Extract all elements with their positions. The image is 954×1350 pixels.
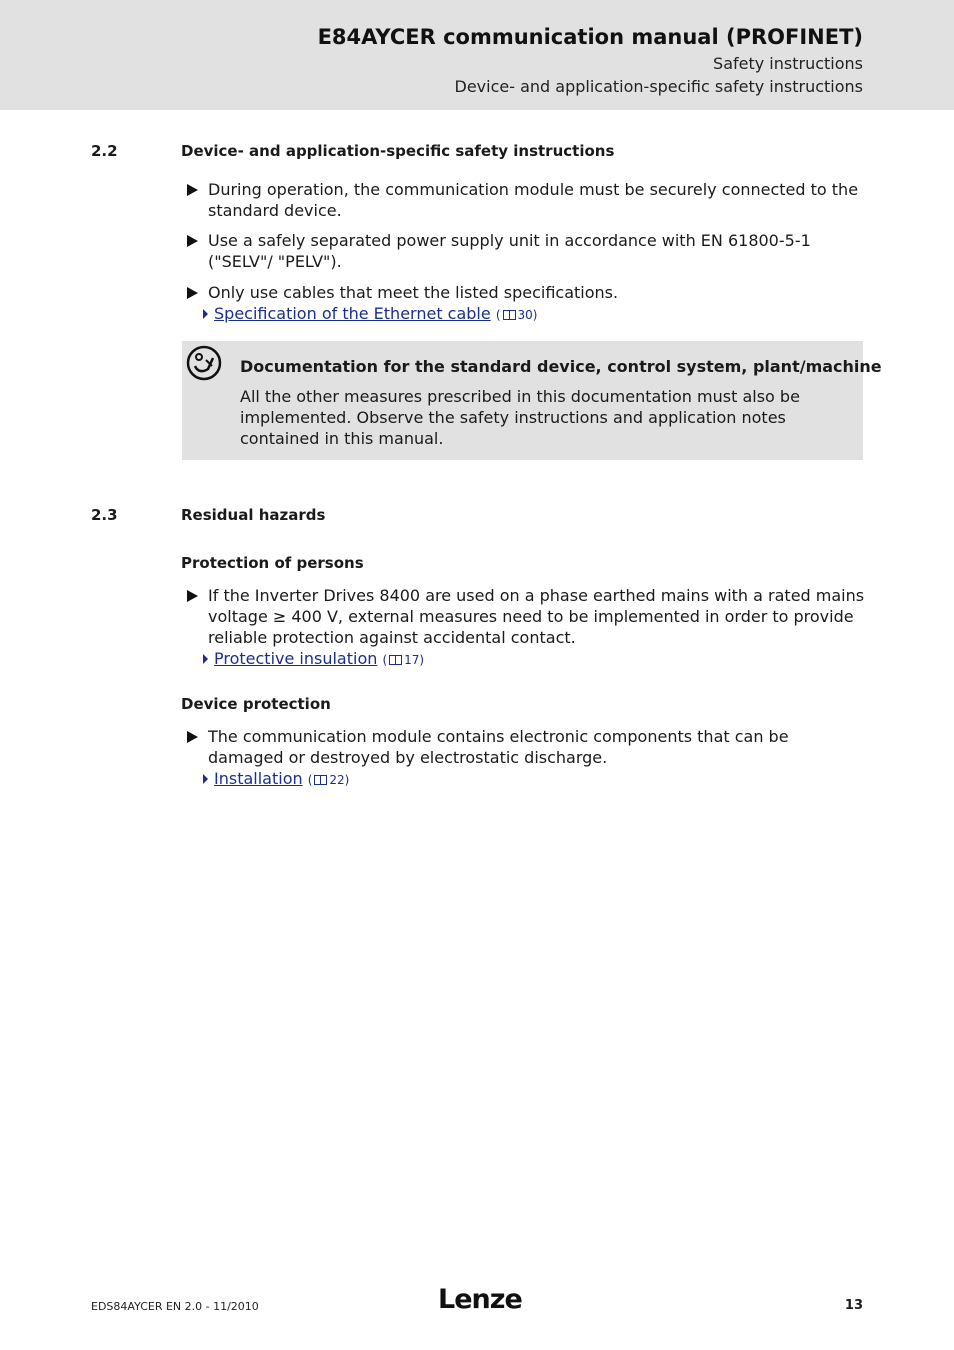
cross-reference — [214, 768, 867, 791]
book-icon — [314, 775, 327, 785]
section-number: 2.2 — [91, 142, 118, 160]
list-item — [187, 585, 867, 671]
xref-link-protective-insulation[interactable]: Protective insulation — [214, 649, 378, 668]
subsection-heading: Device protection — [181, 695, 331, 713]
page-header — [0, 0, 954, 110]
link-arrow-icon — [203, 654, 208, 664]
cross-reference — [214, 648, 867, 671]
section-heading: Residual hazards — [181, 506, 326, 524]
list-item-text: During operation, the communication module must be securely connected to the standard device. — [208, 180, 859, 220]
link-arrow-icon — [203, 309, 208, 319]
page-number: 13 — [844, 1298, 863, 1313]
list-item-text: Use a safely separated power supply unit in accordance with EN 61800-5-1 ("SELV"/ "PELV"). — [208, 231, 811, 271]
xref-link-installation[interactable]: Installation — [214, 769, 303, 788]
bullet-arrow-icon — [187, 590, 198, 602]
bullet-arrow-icon — [187, 287, 198, 299]
list-item-text: Only use cables that meet the listed specifications. — [208, 283, 619, 302]
lenze-logo: Lenze — [438, 1284, 522, 1315]
bullet-arrow-icon — [187, 235, 198, 247]
subsection-heading: Protection of persons — [181, 554, 364, 572]
xref-link-ethernet-cable[interactable]: Specification of the Ethernet cable — [214, 304, 491, 323]
link-arrow-icon — [203, 774, 208, 784]
list-item — [187, 282, 867, 326]
note-body: All the other measures prescribed in this documentation must also be implemented. Observe the safety instructions and application notes contained in this manual. — [240, 387, 800, 448]
book-icon — [503, 310, 516, 320]
list-item — [187, 726, 867, 791]
list-item — [187, 230, 867, 272]
section-title: Device- and application-specific safety instructions — [454, 77, 863, 96]
xref-page[interactable]: 17) — [404, 653, 425, 667]
xref-page-open: ( — [382, 653, 388, 667]
manual-title: E84AYCER communication manual (PROFINET) — [317, 25, 863, 49]
document-id: EDS84AYCER EN 2.0 - 11/2010 — [91, 1300, 259, 1313]
xref-page-open: ( — [495, 308, 501, 322]
note-title: Documentation for the standard device, control system, plant/machine — [240, 357, 882, 376]
book-icon — [389, 655, 402, 665]
documentation-note — [182, 341, 882, 460]
xref-page-open: ( — [307, 773, 313, 787]
bullet-arrow-icon — [187, 184, 198, 196]
documentation-icon — [186, 345, 222, 381]
xref-page[interactable]: 22) — [329, 773, 350, 787]
list-item-text: If the Inverter Drives 8400 are used on a phase earthed mains with a rated mains voltage ≥ 400 V, external measures need to be implemented in order to provide reliable protection against accidental contact. — [208, 586, 865, 647]
bullet-arrow-icon — [187, 731, 198, 743]
section-number: 2.3 — [91, 506, 118, 524]
cross-reference — [214, 303, 867, 326]
xref-page[interactable]: 30) — [517, 308, 538, 322]
section-heading: Device- and application-specific safety instructions — [181, 142, 615, 160]
list-item-text: The communication module contains electronic components that can be damaged or destroyed by electrostatic discharge. — [208, 727, 789, 767]
chapter-title: Safety instructions — [713, 54, 863, 73]
list-item — [187, 179, 867, 221]
